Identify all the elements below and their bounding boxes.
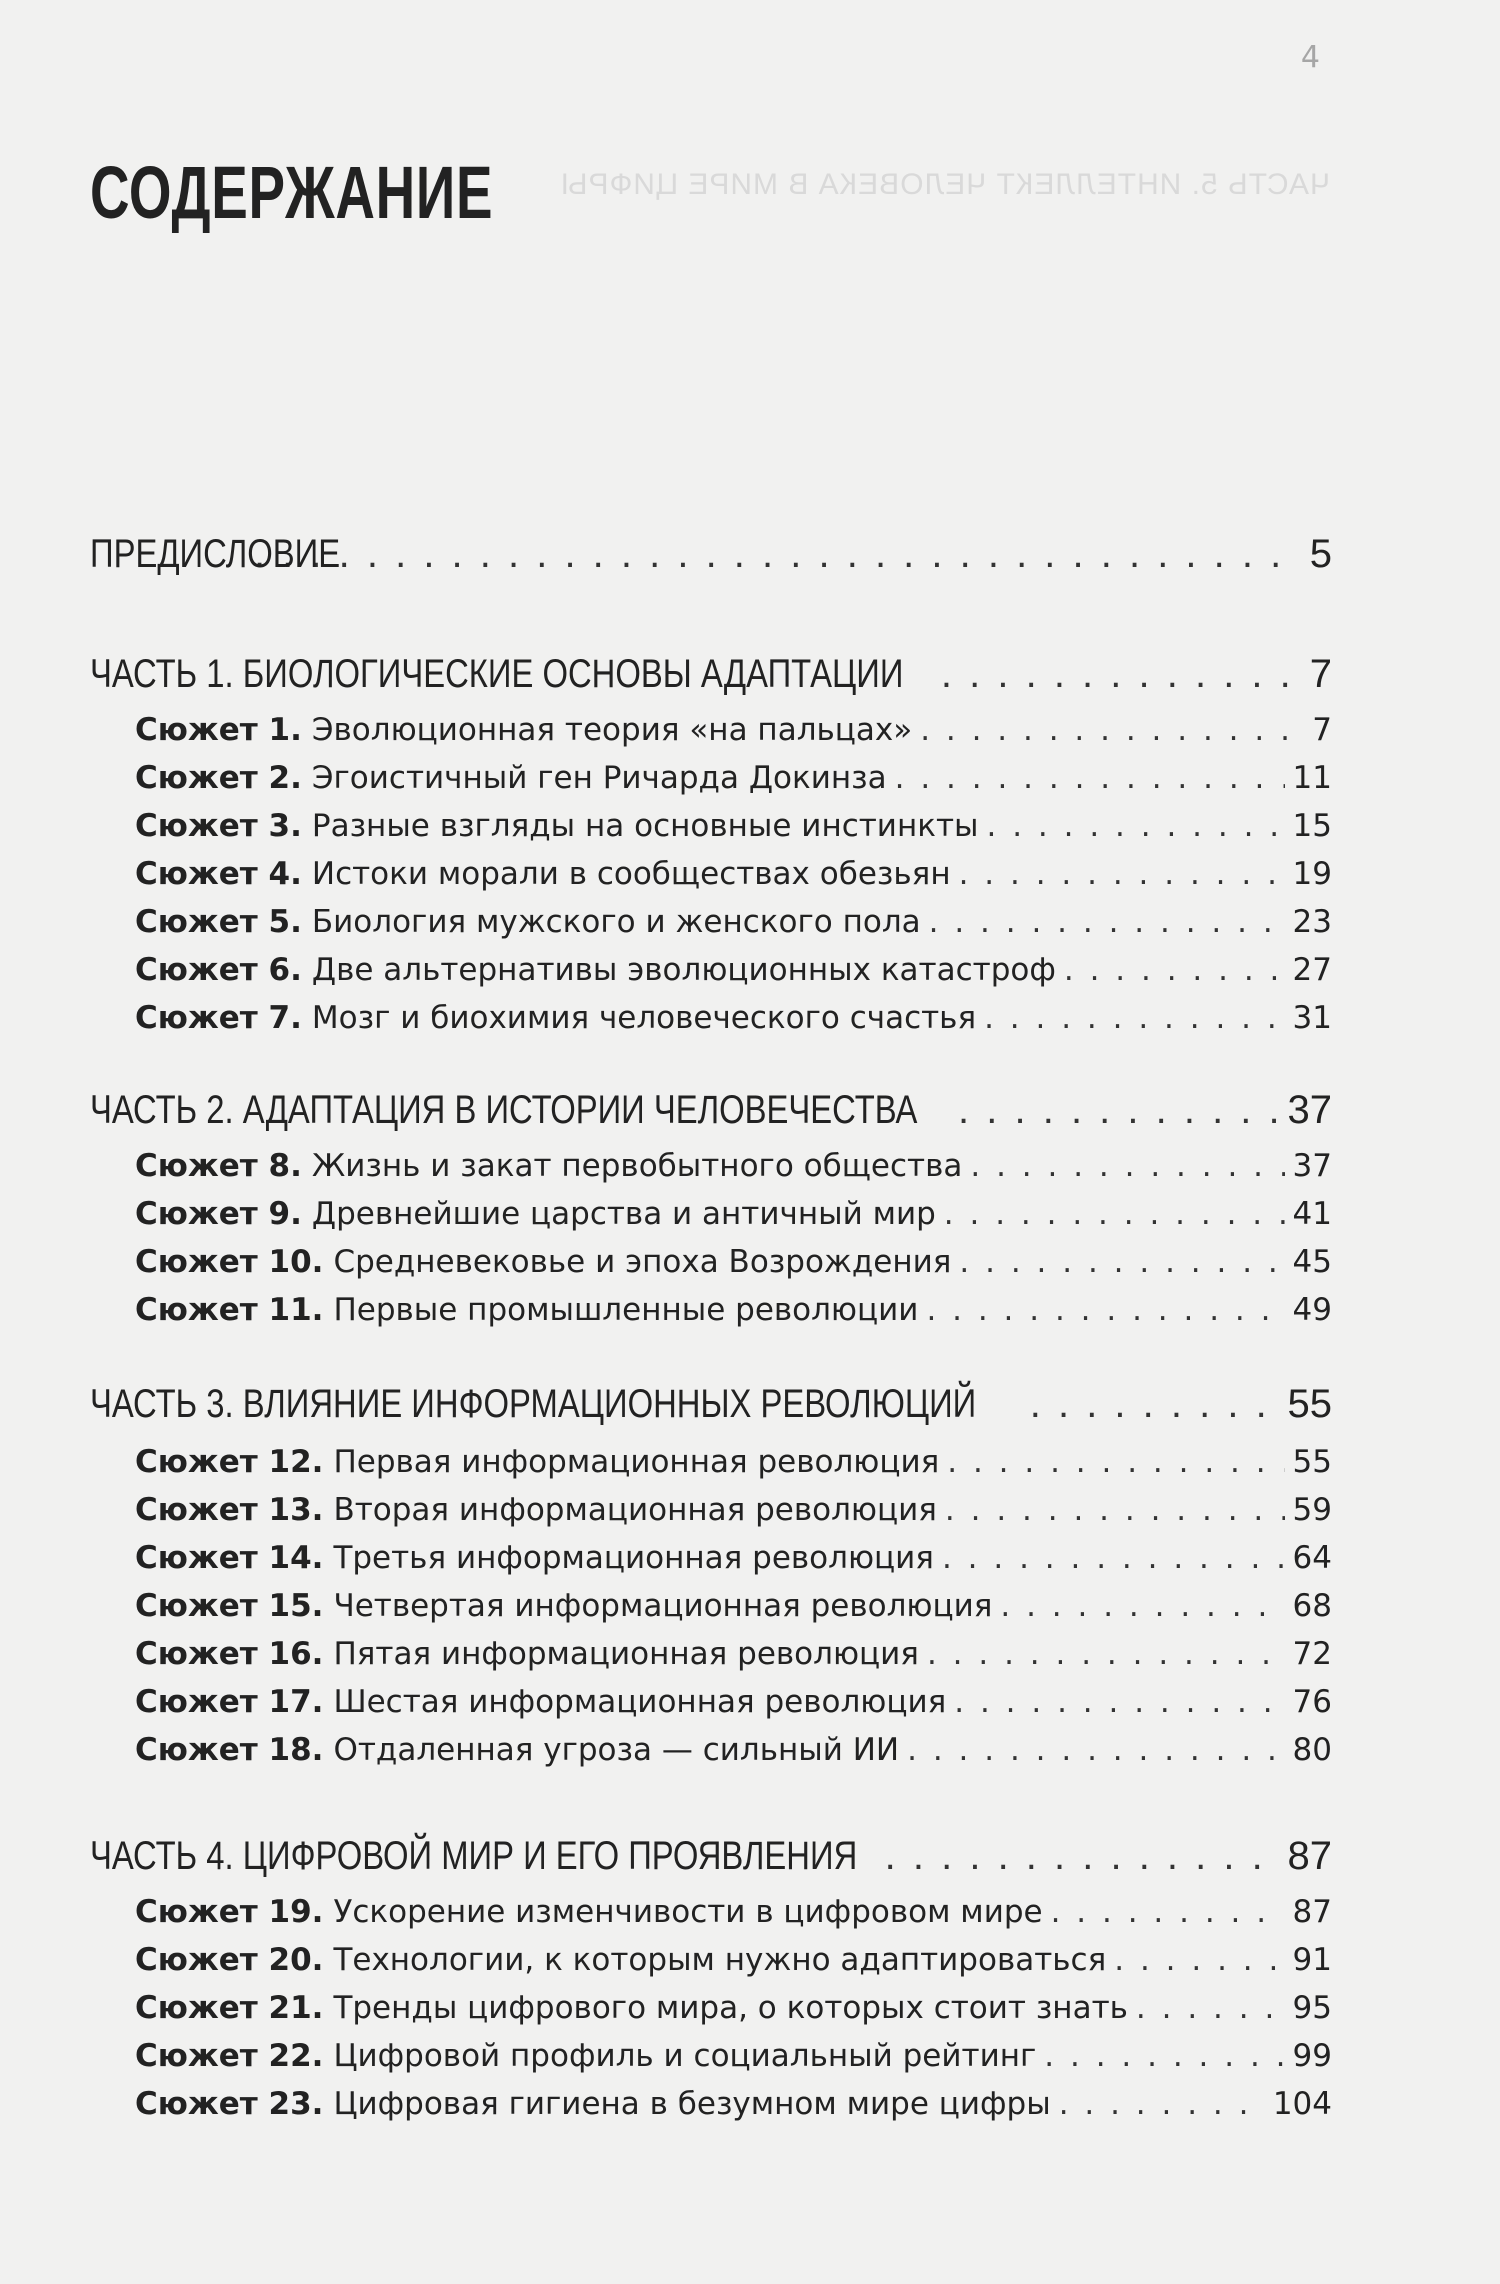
- toc-item-number: Сюжет 9.: [135, 1196, 302, 1232]
- toc-item-number: Сюжет 2.: [135, 760, 302, 796]
- toc-item-title: Тренды цифрового мира, о которых стоит знать: [333, 1990, 1128, 2026]
- toc-section-label: ЧАСТЬ 2. АДАПТАЦИЯ В ИСТОРИИ ЧЕЛОВЕЧЕСТВА: [90, 1088, 918, 1132]
- toc-page-number: 55: [1292, 1444, 1332, 1480]
- toc-item[interactable]: [135, 1540, 1332, 1576]
- toc-page-number: 37: [1287, 1088, 1332, 1132]
- toc-part-2[interactable]: [90, 1088, 1332, 1133]
- toc-page-number: 87: [1287, 1834, 1332, 1878]
- toc-page-number: 23: [1292, 904, 1332, 940]
- toc-item-title: Пятая информационная революция: [333, 1636, 919, 1672]
- toc-section-label: ЧАСТЬ 4. ЦИФРОВОЙ МИР И ЕГО ПРОЯВЛЕНИЯ: [90, 1834, 858, 1878]
- toc-section-label: ЧАСТЬ 1. БИОЛОГИЧЕСКИЕ ОСНОВЫ АДАПТАЦИИ: [90, 652, 904, 696]
- dot-leader: [1044, 2038, 1284, 2074]
- toc-item-title: Первые промышленные революции: [333, 1292, 919, 1328]
- dot-leader: [986, 808, 1284, 844]
- toc-page-number: 37: [1292, 1148, 1332, 1184]
- toc-item-title: Истоки морали в сообществах обезьян: [311, 856, 951, 892]
- toc-item[interactable]: [135, 760, 1332, 796]
- toc-item[interactable]: [135, 1000, 1332, 1036]
- toc-page-number: 87: [1292, 1894, 1332, 1930]
- toc-page-number: 7: [1312, 712, 1332, 748]
- dot-leader: [1064, 952, 1285, 988]
- toc-item-title: Две альтернативы эволюционных катастроф: [311, 952, 1056, 988]
- toc-item-number: Сюжет 13.: [135, 1492, 324, 1528]
- bleed-through-heading: ЧАСТЬ 5. ИНТЕЛЛЕКТ ЧЕЛОВЕКА В МИРЕ ЦИФРЫ: [559, 168, 1330, 201]
- toc-item[interactable]: [135, 1148, 1332, 1184]
- toc-item[interactable]: [135, 1942, 1332, 1978]
- toc-item-number: Сюжет 4.: [135, 856, 302, 892]
- toc-section-label: ЧАСТЬ 3. ВЛИЯНИЕ ИНФОРМАЦИОННЫХ РЕВОЛЮЦИЙ: [90, 1382, 977, 1426]
- toc-preface[interactable]: [90, 532, 1332, 577]
- toc-item-number: Сюжет 14.: [135, 1540, 324, 1576]
- toc-item-title: Цифровой профиль и социальный рейтинг: [333, 2038, 1037, 2074]
- toc-page-number: 5: [1309, 532, 1332, 576]
- dot-leader: [1059, 2086, 1265, 2122]
- toc-item-title: Ускорение изменчивости в цифровом мире: [333, 1894, 1043, 1930]
- dot-leader: [1000, 1588, 1284, 1624]
- toc-item[interactable]: [135, 2038, 1332, 2074]
- toc-page-number: 76: [1292, 1684, 1332, 1720]
- toc-item-title: Мозг и биохимия человеческого счастья: [311, 1000, 977, 1036]
- toc-page-number: 80: [1292, 1732, 1332, 1768]
- toc-item-number: Сюжет 3.: [135, 808, 302, 844]
- toc-page-number: 7: [1309, 652, 1332, 696]
- toc-item[interactable]: [135, 1292, 1332, 1328]
- toc-page-number: 15: [1292, 808, 1332, 844]
- toc-item-title: Биология мужского и женского пола: [311, 904, 921, 940]
- dot-leader: [895, 760, 1285, 796]
- toc-page-number: 104: [1272, 2086, 1332, 2122]
- toc-item-number: Сюжет 5.: [135, 904, 302, 940]
- toc-item[interactable]: [135, 1244, 1332, 1280]
- toc-part-1[interactable]: [90, 652, 1332, 697]
- toc-page-number: 45: [1292, 1244, 1332, 1280]
- toc-page-number: 49: [1292, 1292, 1332, 1328]
- toc-item-title: Шестая информационная революция: [333, 1684, 947, 1720]
- dot-leader: [984, 1000, 1284, 1036]
- toc-item-number: Сюжет 8.: [135, 1148, 302, 1184]
- dot-leader: [1114, 1942, 1284, 1978]
- toc-item[interactable]: [135, 1636, 1332, 1672]
- toc-part-3[interactable]: [90, 1382, 1332, 1427]
- toc-item-number: Сюжет 1.: [135, 712, 302, 748]
- toc-item-title: Первая информационная революция: [333, 1444, 940, 1480]
- dot-leader: [941, 652, 1302, 697]
- toc-item[interactable]: [135, 1894, 1332, 1930]
- toc-page-number: 72: [1292, 1636, 1332, 1672]
- toc-item[interactable]: [135, 1492, 1332, 1528]
- toc-item-title: Технологии, к которым нужно адаптироваться: [333, 1942, 1107, 1978]
- toc-page-number: 55: [1287, 1382, 1332, 1426]
- toc-item-title: Вторая информационная революция: [333, 1492, 937, 1528]
- toc-item-number: Сюжет 19.: [135, 1894, 324, 1930]
- dot-leader: [958, 1088, 1279, 1133]
- dot-leader: [254, 532, 1302, 577]
- dot-leader: [959, 1244, 1284, 1280]
- toc-item[interactable]: [135, 1196, 1332, 1232]
- toc-item-title: Третья информационная революция: [333, 1540, 934, 1576]
- toc-page-number: 68: [1292, 1588, 1332, 1624]
- toc-item[interactable]: [135, 808, 1332, 844]
- toc-page-number: 11: [1292, 760, 1332, 796]
- toc-item-number: Сюжет 23.: [135, 2086, 324, 2122]
- toc-item[interactable]: [135, 1588, 1332, 1624]
- toc-item-title: Древнейшие царства и античный мир: [311, 1196, 936, 1232]
- dot-leader: [929, 904, 1285, 940]
- dot-leader: [959, 856, 1285, 892]
- toc-item-number: Сюжет 20.: [135, 1942, 324, 1978]
- page-title: СОДЕРЖАНИЕ: [90, 151, 494, 234]
- dot-leader: [954, 1684, 1284, 1720]
- toc-item-number: Сюжет 18.: [135, 1732, 324, 1768]
- toc-item-number: Сюжет 21.: [135, 1990, 324, 2026]
- toc-item-title: Эгоистичный ген Ричарда Докинза: [311, 760, 887, 796]
- dot-leader: [945, 1492, 1285, 1528]
- toc-page-number: 59: [1292, 1492, 1332, 1528]
- dot-leader: [942, 1540, 1285, 1576]
- toc-item-number: Сюжет 6.: [135, 952, 302, 988]
- toc-item[interactable]: [135, 712, 1332, 748]
- toc-item[interactable]: [135, 1684, 1332, 1720]
- toc-item-title: Жизнь и закат первобытного общества: [311, 1148, 963, 1184]
- dot-leader: [1136, 1990, 1285, 2026]
- toc-item-number: Сюжет 17.: [135, 1684, 324, 1720]
- toc-item[interactable]: [135, 952, 1332, 988]
- page-number: 4: [1300, 40, 1320, 75]
- toc-item-number: Сюжет 7.: [135, 1000, 302, 1036]
- toc-item-number: Сюжет 10.: [135, 1244, 324, 1280]
- dot-leader: [1030, 1382, 1280, 1427]
- toc-section-label: ПРЕДИСЛОВИЕ: [90, 532, 341, 576]
- toc-item-title: Цифровая гигиена в безумном мире цифры: [333, 2086, 1051, 2122]
- toc-item[interactable]: [135, 2086, 1332, 2122]
- toc-item-title: Отдаленная угроза — сильный ИИ: [333, 1732, 900, 1768]
- dot-leader: [920, 712, 1304, 748]
- toc-item[interactable]: [135, 904, 1332, 940]
- toc-page-number: 95: [1292, 1990, 1332, 2026]
- toc-page-number: 19: [1292, 856, 1332, 892]
- toc-item[interactable]: [135, 1444, 1332, 1480]
- toc-item[interactable]: [135, 856, 1332, 892]
- toc-page-number: 41: [1292, 1196, 1332, 1232]
- toc-item-title: Средневековье и эпоха Возрождения: [333, 1244, 952, 1280]
- toc-page-number: 64: [1292, 1540, 1332, 1576]
- dot-leader: [947, 1444, 1284, 1480]
- dot-leader: [1051, 1894, 1285, 1930]
- toc-item-number: Сюжет 11.: [135, 1292, 324, 1328]
- dot-leader: [944, 1196, 1285, 1232]
- toc-item-title: Четвертая информационная революция: [333, 1588, 993, 1624]
- toc-item-number: Сюжет 12.: [135, 1444, 324, 1480]
- toc-item-number: Сюжет 15.: [135, 1588, 324, 1624]
- toc-item-title: Разные взгляды на основные инстинкты: [311, 808, 979, 844]
- toc-part-4[interactable]: [90, 1834, 1332, 1879]
- toc-page-number: 99: [1292, 2038, 1332, 2074]
- toc-item-title: Эволюционная теория «на пальцах»: [311, 712, 913, 748]
- toc-page-number: 91: [1292, 1942, 1332, 1978]
- toc-page-number: 31: [1292, 1000, 1332, 1036]
- toc-item-number: Сюжет 16.: [135, 1636, 324, 1672]
- dot-leader: [970, 1148, 1284, 1184]
- dot-leader: [926, 1292, 1284, 1328]
- toc-item[interactable]: [135, 1732, 1332, 1768]
- dot-leader: [885, 1834, 1280, 1879]
- toc-page-number: 27: [1292, 952, 1332, 988]
- dot-leader: [927, 1636, 1285, 1672]
- dot-leader: [907, 1732, 1284, 1768]
- toc-item[interactable]: [135, 1990, 1332, 2026]
- toc-item-number: Сюжет 22.: [135, 2038, 324, 2074]
